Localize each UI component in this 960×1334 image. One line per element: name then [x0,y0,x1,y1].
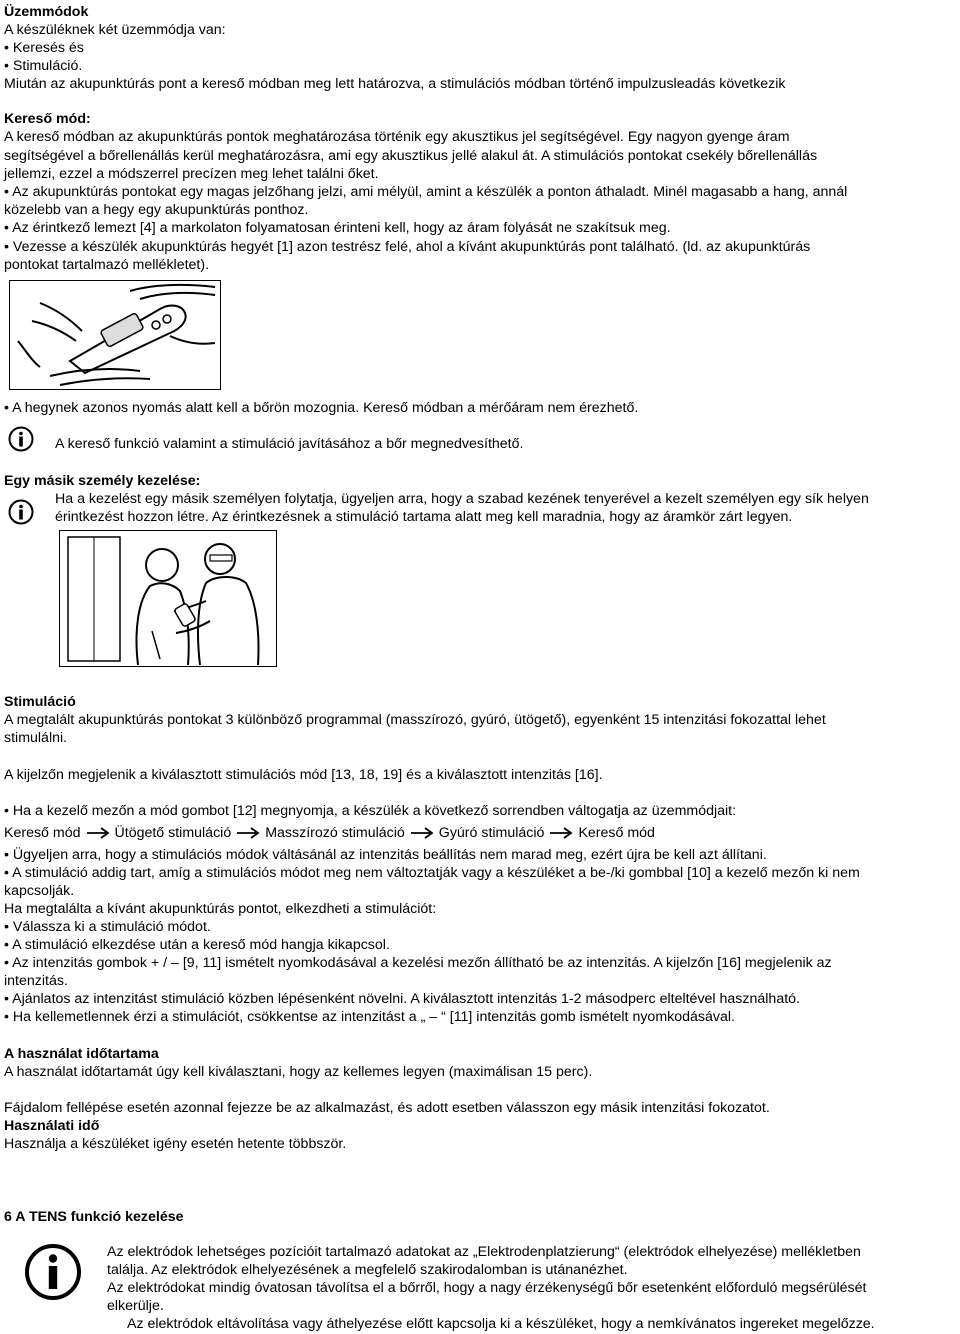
search-heading: Kereső mód: [4,111,91,127]
stimulation-heading: Stimuláció [4,694,76,710]
stimulation-line: stimulálni. [4,730,68,746]
usage-time-line: Használja a készüléket igény esetén hetente többször. [4,1136,347,1152]
duration-line: Fájdalom fellépése esetén azonnal fejezze be az alkalmazást, és adott esetben válasszon egy másik intenzitási fokozatot. [4,1100,770,1116]
modes-heading: Üzemmódok [4,4,89,20]
duration-heading: A használat időtartama [4,1046,159,1062]
stimulation-line: intenzitás. [4,973,68,989]
info-icon [8,499,34,530]
search-line: • Vezesse a készülék akupunktúrás hegyét [1] azon testrész felé, ahol a kívánt akupunktúrás pont található. (ld. az akupunktúrás [4,239,811,255]
other-person-line: érintkezést hozzon létre. Az érintkezésnek a stimuláció tartama alatt meg kell maradnia, hogy az áramkör zárt legyen. [55,509,793,525]
usage-time-heading: Használati idő [4,1118,100,1134]
tens-line: elkerülje. [107,1298,164,1314]
duration-line: A használat időtartamát úgy kell kiválasztani, hogy az kellemes legyen (maximálisan 15 perc). [4,1064,593,1080]
info-note-moisten-skin: A kereső funkció valamint a stimuláció javításához a bőr megnedvesíthető. [55,436,524,452]
modes-intro: A készüléknek két üzemmódja van: [4,22,226,38]
tens-heading: 6 A TENS funkció kezelése [4,1209,184,1225]
stimulation-line: • A stimuláció elkezdése után a kereső mód hangja kikapcsol. [4,937,390,953]
hand-device-drawing [10,281,219,388]
stimulation-line: A kijelzőn megjelenik a kiválasztott stimulációs mód [13, 18, 19] és a kiválasztott intenzitás [16]. [4,767,603,783]
two-persons-drawing [60,531,275,665]
search-line: közelebb van a hegy egy akupunktúrás ponthoz. [4,202,309,218]
mode-sequence-item: Masszírozó stimuláció [265,825,405,841]
stimulation-line: • Ha a kezelő mezőn a mód gombot [12] megnyomja, a készülék a következő sorrendben váltogatja az üzemmódjait: [4,803,737,819]
search-line: • A hegynek azonos nyomás alatt kell a bőrön mozognia. Kereső módban a mérőáram nem érezhető. [4,400,639,416]
mode-sequence-item: Gyúró stimuláció [438,825,545,841]
stimulation-line: • Ha kellemetlennek érzi a stimulációt, csökkentse az intenzitást a „ – “ [11] intenzitás gomb ismételt nyomkodásával. [4,1009,735,1025]
stimulation-line: • Ügyeljen arra, hogy a stimulációs módok váltásánál az intenzitás beállítás nem marad meg, ezért újra be kell azt állítani. [4,847,767,863]
search-line: jellemzi, ezzel a módszerrel precízen meg lehet találni őket. [4,166,379,182]
other-person-heading: Egy másik személy kezelése: [4,473,201,489]
arrow-right-icon [236,826,260,840]
tens-line: találja. Az elektródok elhelyezésének a megfelelő szakirodalomban is utánanézhet. [107,1262,628,1278]
stimulation-line: kapcsolják. [4,883,75,899]
search-line: • Az akupunktúrás pontokat egy magas jelzőhang jelzi, ami mélyül, amint a készülék a ponton áthaladt. Minél magasabb a hang, annál [4,184,848,200]
mode-sequence-item: Ütögető stimuláció [114,825,232,841]
tens-line: Az elektródok lehetséges pozícióit tartalmazó adatokat az „Elektrodenplatzierung“ (elektródok elhelyezése) mellékletben [107,1244,861,1260]
info-icon [24,1243,82,1306]
search-line: segítségével a bőrellenállás kerül meghatározásra, ami egy akusztikus jellé alakul át. A stimulációs pontokat csekély bőrellenállás [4,148,818,164]
arrow-right-icon [549,826,573,840]
search-line: pontokat tartalmazó mellékletet). [4,257,210,273]
stimulation-line: • Válassza ki a stimuláció módot. [4,919,211,935]
other-person-line: Ha a kezelést egy másik személyen folytatja, ügyeljen arra, hogy a szabad kezének tenyerével a kezelt személyen egy sík helyen [55,491,869,507]
arrow-right-icon [86,826,110,840]
stimulation-line: A megtalált akupunktúrás pontokat 3 különböző programmal (masszírozó, gyúró, ütögető), egyenként 15 intenzitási fokozattal lehet [4,712,826,728]
stimulation-line: • A stimuláció addig tart, amíg a stimulációs módot meg nem változtatják vagy a készüléket a be-/ki gombbal [10] a kezelő mezőn ki nem [4,865,860,881]
stimulation-line: • Ajánlatos az intenzitást stimuláció közben lépésenként növelni. A kiválasztott intenzitás 1-2 másodperc elteltével használható. [4,991,800,1007]
device-in-hand-illustration [9,280,221,390]
modes-item-stimulation: • Stimuláció. [4,58,83,74]
info-icon [8,426,34,457]
modes-item-search: • Keresés és [4,40,84,56]
arrow-right-icon [410,826,434,840]
treating-other-person-illustration [59,530,277,667]
search-line: • Az érintkező lemezt [4] a markolaton folyamatosan érinteni kell, hogy az áram folyását ne szakítsuk meg. [4,220,671,236]
stimulation-line: • Az intenzitás gombok + / – [9, 11] ismételt nyomkodásával a kezelési mezőn állítható be az intenzitás. A kijelzőn [16] megjelenik az [4,955,832,971]
mode-sequence-item: Kereső mód [4,825,81,841]
mode-sequence-item: Kereső mód [578,825,655,841]
search-line: A kereső módban az akupunktúrás pontok meghatározása történik egy akusztikus jel segítségével. Egy nagyon gyenge áram [4,129,790,145]
modes-after: Miután az akupunktúrás pont a kereső módban meg lett határozva, a stimulációs módban történő impulzusleadás következik [4,76,786,92]
tens-line: Az elektródokat mindig óvatosan távolítsa el a bőrről, hogy a nagy érzékenységű bőr esetenként előforduló megsérülését [107,1280,867,1296]
stimulation-line: Ha megtalálta a kívánt akupunktúrás pontot, elkezdheti a stimulációt: [4,901,437,917]
mode-sequence [4,824,655,842]
tens-line: Az elektródok eltávolítása vagy áthelyezése előtt kapcsolja ki a készüléket, hogy a nemkívánatos ingereket megelőzze. [127,1316,875,1332]
